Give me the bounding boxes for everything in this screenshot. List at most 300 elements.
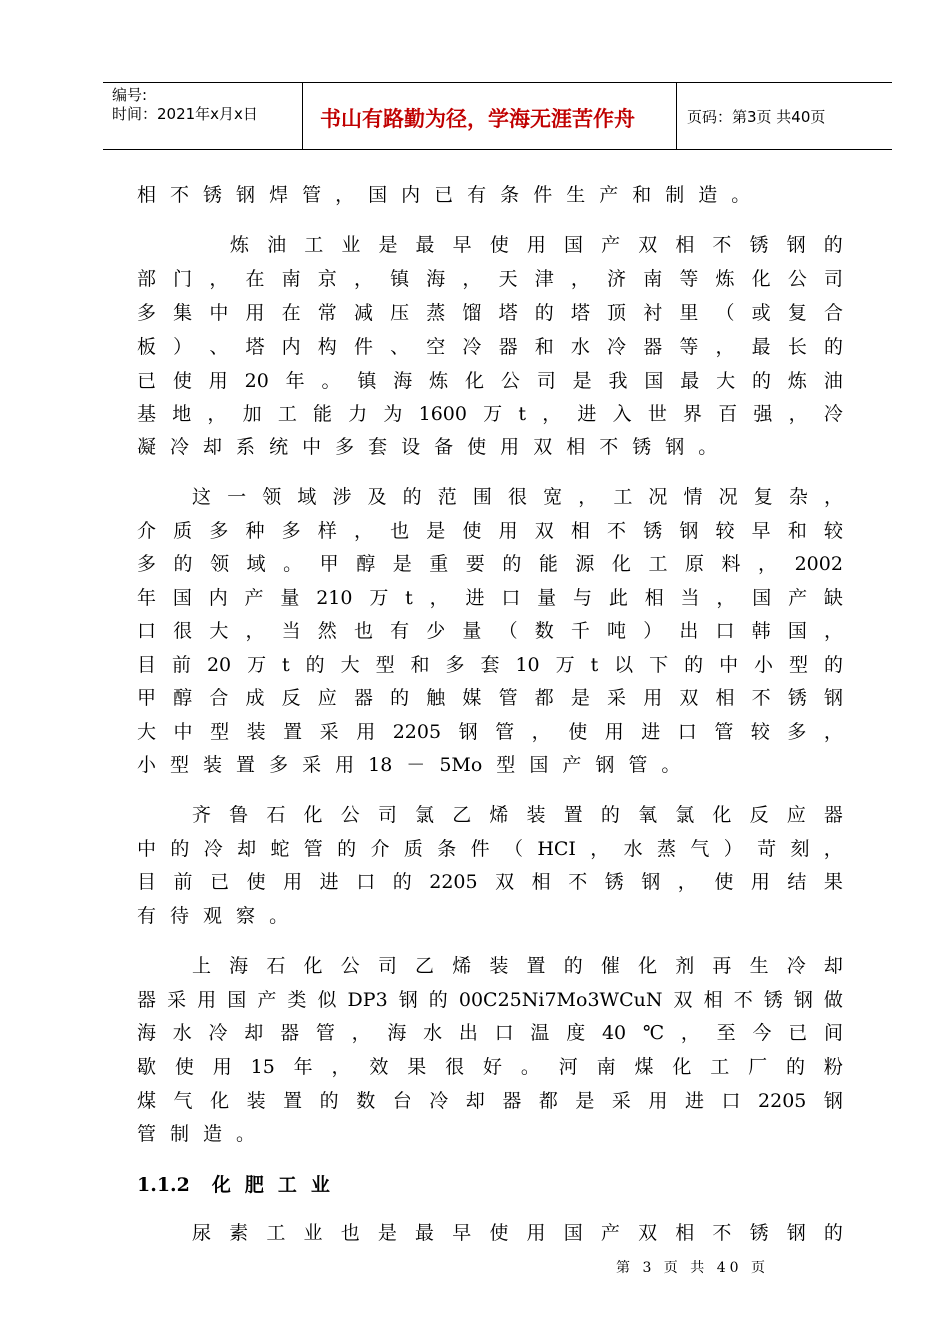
text-glyph: 这 xyxy=(192,486,212,508)
text-glyph: 也 xyxy=(390,520,410,542)
text-glyph: 相 xyxy=(703,989,723,1011)
text-glyph: 用 xyxy=(197,989,217,1011)
text-glyph: 2002 xyxy=(794,553,843,575)
text-glyph: 万 xyxy=(369,587,389,609)
text-glyph: 条 xyxy=(500,184,520,206)
text-glyph: （ xyxy=(498,620,518,642)
text-glyph: t xyxy=(282,654,290,676)
text-glyph: 1600 xyxy=(418,403,467,425)
text-glyph: 生 xyxy=(566,184,586,206)
text-glyph: 宽 xyxy=(543,486,563,508)
text-glyph: 置 xyxy=(563,804,583,826)
text-glyph: 的 xyxy=(319,1090,339,1112)
text-glyph: 也 xyxy=(340,1222,360,1244)
text-glyph: 况 xyxy=(648,486,668,508)
section-number: 1.1.2 xyxy=(137,1174,190,1196)
text-glyph: 都 xyxy=(538,1090,558,1112)
text-glyph: 情 xyxy=(683,486,703,508)
text-glyph: 和 xyxy=(787,520,807,542)
text-glyph: 涉 xyxy=(332,486,352,508)
text-glyph: 冷 xyxy=(429,1090,449,1112)
text-glyph: 冷 xyxy=(462,336,482,358)
text-glyph: 能 xyxy=(313,403,333,425)
text-glyph: 口 xyxy=(715,620,735,642)
text-glyph: 有 xyxy=(137,905,157,927)
text-glyph: 化 xyxy=(303,804,323,826)
text-glyph: 成 xyxy=(245,687,265,709)
text-glyph: 是 xyxy=(575,1090,595,1112)
text-glyph: ， xyxy=(531,721,551,743)
text-glyph: 领 xyxy=(262,486,282,508)
text-glyph: 果 xyxy=(407,1056,427,1078)
text-glyph: 件 xyxy=(353,336,373,358)
text-glyph: 钢 xyxy=(679,520,699,542)
text-glyph: 温 xyxy=(530,1022,550,1044)
text-line xyxy=(137,1054,843,1080)
text-glyph: 多 xyxy=(269,754,289,776)
text-glyph: 钢 xyxy=(398,989,418,1011)
text-glyph: 媒 xyxy=(462,687,482,709)
text-glyph: 司 xyxy=(536,370,556,392)
text-line xyxy=(137,836,843,862)
text-glyph: 部 xyxy=(137,268,157,290)
text-glyph: 20 xyxy=(244,370,269,392)
text-glyph: 统 xyxy=(269,436,289,458)
text-glyph: 蛇 xyxy=(270,838,290,860)
text-glyph: 国 xyxy=(227,989,247,1011)
text-glyph: 域 xyxy=(297,486,317,508)
text-glyph: 粉 xyxy=(823,1056,843,1078)
text-line xyxy=(192,802,843,828)
text-glyph: 不 xyxy=(599,436,619,458)
text-glyph: 介 xyxy=(370,838,390,860)
text-glyph: 是 xyxy=(570,687,590,709)
text-line xyxy=(137,401,843,427)
text-glyph: 钢 xyxy=(665,436,685,458)
header-top-rule xyxy=(103,82,892,83)
text-glyph: 在 xyxy=(245,268,265,290)
text-glyph: 合 xyxy=(209,687,229,709)
text-glyph: ） xyxy=(173,336,193,358)
text-glyph: 千 xyxy=(570,620,590,642)
text-glyph: 最 xyxy=(751,336,771,358)
text-glyph: 装 xyxy=(246,721,266,743)
text-glyph: ， xyxy=(823,721,843,743)
text-glyph: 管 xyxy=(714,721,734,743)
text-glyph: 南 xyxy=(643,268,663,290)
text-glyph: 数 xyxy=(534,620,554,642)
text-glyph: 器 xyxy=(823,804,843,826)
text-glyph: 世 xyxy=(647,403,667,425)
text-glyph: 公 xyxy=(500,370,520,392)
text-glyph: 和 xyxy=(410,654,430,676)
text-glyph: 年 xyxy=(293,1056,313,1078)
text-glyph: 入 xyxy=(612,403,632,425)
text-glyph: 大 xyxy=(137,721,157,743)
text-glyph: 煤 xyxy=(137,1090,157,1112)
text-glyph: 锈 xyxy=(203,184,223,206)
text-glyph: 备 xyxy=(434,436,454,458)
text-line xyxy=(137,300,843,326)
text-glyph: 氯 xyxy=(675,804,695,826)
text-glyph: 不 xyxy=(712,234,732,256)
text-glyph: 不 xyxy=(733,989,753,1011)
text-glyph: 很 xyxy=(173,620,193,642)
text-glyph: t xyxy=(518,403,527,425)
text-glyph: 中 xyxy=(302,436,322,458)
text-glyph: ， xyxy=(570,268,590,290)
date-label: 时间：2021年x月x日 xyxy=(112,105,258,123)
text-glyph: 甲 xyxy=(137,687,157,709)
text-glyph: 水 xyxy=(570,336,590,358)
text-glyph: 的 xyxy=(337,838,357,860)
text-glyph: ， xyxy=(677,871,697,893)
text-glyph: 常 xyxy=(317,302,337,324)
text-glyph: 韩 xyxy=(751,620,771,642)
text-glyph: 产 xyxy=(599,184,619,206)
text-glyph: 采 xyxy=(302,754,322,776)
text-line xyxy=(137,1088,843,1114)
text-glyph: 煤 xyxy=(634,1056,654,1078)
text-glyph: 。 xyxy=(698,436,718,458)
text-glyph: 况 xyxy=(718,486,738,508)
text-glyph: 进 xyxy=(684,1090,704,1112)
text-glyph: 复 xyxy=(787,302,807,324)
text-glyph: 使 xyxy=(174,1056,194,1078)
text-glyph: 以 xyxy=(614,654,634,676)
text-glyph: 然 xyxy=(317,620,337,642)
text-glyph: 尿 xyxy=(192,1222,212,1244)
text-glyph: 国 xyxy=(644,370,664,392)
text-glyph: 业 xyxy=(341,234,361,256)
text-glyph: 剂 xyxy=(675,955,695,977)
text-glyph: 烯 xyxy=(452,955,472,977)
text-glyph: 、 xyxy=(209,336,229,358)
text-glyph: （ xyxy=(503,838,523,860)
text-glyph: 目 xyxy=(137,654,157,676)
text-glyph: 的 xyxy=(428,989,448,1011)
text-glyph: 的 xyxy=(823,654,843,676)
text-glyph: 产 xyxy=(788,587,808,609)
text-line xyxy=(137,434,843,460)
text-glyph: 结 xyxy=(787,871,807,893)
text-glyph: 海 xyxy=(426,268,446,290)
text-glyph: 使 xyxy=(467,436,487,458)
text-glyph: 有 xyxy=(467,184,487,206)
text-glyph: ， xyxy=(715,336,735,358)
text-glyph: 系 xyxy=(236,436,256,458)
text-glyph: 工 xyxy=(277,403,297,425)
text-glyph: 的 xyxy=(402,486,422,508)
section-heading xyxy=(137,1170,344,1197)
text-glyph: 津 xyxy=(534,268,554,290)
text-glyph: 却 xyxy=(237,838,257,860)
text-line xyxy=(137,518,843,544)
text-glyph: 生 xyxy=(749,955,769,977)
text-glyph: 的 xyxy=(170,838,190,860)
text-glyph: 河 xyxy=(558,1056,578,1078)
text-line xyxy=(137,752,843,778)
text-glyph: 钢 xyxy=(823,687,843,709)
text-glyph: 化 xyxy=(210,1090,230,1112)
text-glyph: ） xyxy=(723,838,743,860)
text-glyph: 南 xyxy=(596,1056,616,1078)
text-glyph: 产 xyxy=(600,1222,620,1244)
text-glyph: 的 xyxy=(502,553,522,575)
text-glyph: 型 xyxy=(496,754,516,776)
text-glyph: 炼 xyxy=(787,370,807,392)
text-glyph: ， xyxy=(823,620,843,642)
text-glyph: 压 xyxy=(390,302,410,324)
text-glyph: 最 xyxy=(415,1222,435,1244)
text-glyph: 素 xyxy=(229,1222,249,1244)
text-glyph: 为 xyxy=(383,403,403,425)
text-glyph: 多 xyxy=(137,553,157,575)
text-glyph: 多 xyxy=(335,436,355,458)
text-glyph: 的 xyxy=(390,687,410,709)
text-glyph: 口 xyxy=(494,1022,514,1044)
text-glyph: 催 xyxy=(600,955,620,977)
text-glyph: 较 xyxy=(715,520,735,542)
text-glyph: 减 xyxy=(353,302,373,324)
text-glyph: 器 xyxy=(353,687,373,709)
text-glyph: 工 xyxy=(648,553,668,575)
text-glyph: 的 xyxy=(823,336,843,358)
text-glyph: 厂 xyxy=(748,1056,768,1078)
text-glyph: 大 xyxy=(209,620,229,642)
text-glyph: 的 xyxy=(786,1056,806,1078)
text-glyph: 石 xyxy=(266,804,286,826)
text-glyph: 塔 xyxy=(570,302,590,324)
text-glyph: 。 xyxy=(283,553,303,575)
text-glyph: 锈 xyxy=(643,520,663,542)
text-glyph: 国 xyxy=(529,754,549,776)
text-glyph: 最 xyxy=(680,370,700,392)
text-glyph: 冷 xyxy=(823,403,843,425)
text-glyph: ， xyxy=(353,520,373,542)
text-glyph: 冷 xyxy=(607,336,627,358)
text-glyph: 长 xyxy=(787,336,807,358)
text-glyph: 2205 xyxy=(392,721,442,743)
text-glyph: 质 xyxy=(173,520,193,542)
text-glyph: 器 xyxy=(498,336,518,358)
text-glyph: 却 xyxy=(244,1022,264,1044)
text-glyph: 板 xyxy=(137,336,157,358)
text-glyph: 公 xyxy=(340,955,360,977)
text-glyph: 多 xyxy=(445,654,465,676)
text-glyph: 使 xyxy=(568,721,588,743)
text-glyph: 、 xyxy=(390,336,410,358)
text-glyph: 工 xyxy=(613,486,633,508)
text-glyph: 使 xyxy=(489,1222,509,1244)
text-glyph: 万 xyxy=(483,403,503,425)
text-glyph: 。 xyxy=(661,754,681,776)
text-glyph: 钢 xyxy=(641,871,661,893)
text-glyph: 锈 xyxy=(632,436,652,458)
text-line xyxy=(137,903,843,929)
text-glyph: 管 xyxy=(498,687,518,709)
text-glyph: t xyxy=(405,587,413,609)
text-glyph: 使 xyxy=(462,520,482,542)
page-footer: 第 3 页 共 40 页 xyxy=(616,1260,769,1276)
text-glyph: 口 xyxy=(501,587,521,609)
text-glyph: 钢 xyxy=(595,754,615,776)
text-glyph: 型 xyxy=(170,754,190,776)
text-glyph: 化 xyxy=(611,553,631,575)
text-glyph: 15 xyxy=(250,1056,275,1078)
text-glyph: 却 xyxy=(203,436,223,458)
text-line xyxy=(137,618,843,644)
text-glyph: ， xyxy=(245,620,265,642)
text-glyph: 化 xyxy=(712,804,732,826)
text-glyph: 公 xyxy=(340,804,360,826)
text-glyph: 化 xyxy=(672,1056,692,1078)
text-glyph: 。 xyxy=(321,370,341,392)
text-glyph: ℃ xyxy=(642,1022,665,1044)
text-glyph: 重 xyxy=(429,553,449,575)
text-glyph: 构 xyxy=(317,336,337,358)
text-glyph: 装 xyxy=(246,1090,266,1112)
text-glyph: 国 xyxy=(752,587,772,609)
text-glyph: 和 xyxy=(534,336,554,358)
text-glyph: ， xyxy=(209,268,229,290)
text-glyph: 的 xyxy=(600,804,620,826)
text-glyph: （ xyxy=(715,302,735,324)
text-glyph: 5Mo xyxy=(439,754,483,776)
text-glyph: 2205 xyxy=(758,1090,807,1112)
text-glyph: 吨 xyxy=(607,620,627,642)
text-glyph: 采 xyxy=(167,989,187,1011)
text-glyph: 冷 xyxy=(203,838,223,860)
text-glyph: 都 xyxy=(534,687,554,709)
text-glyph: 一 xyxy=(227,486,247,508)
text-glyph: 使 xyxy=(246,871,266,893)
text-glyph: 万 xyxy=(555,654,575,676)
text-glyph: 观 xyxy=(203,905,223,927)
text-glyph: ， xyxy=(578,486,598,508)
text-glyph: 10 xyxy=(515,654,540,676)
text-glyph: 小 xyxy=(754,654,774,676)
text-glyph: 至 xyxy=(716,1022,736,1044)
text-glyph: 氧 xyxy=(638,804,658,826)
text-glyph: 域 xyxy=(246,553,266,575)
text-glyph: 触 xyxy=(426,687,446,709)
text-glyph: 炼 xyxy=(230,234,250,256)
text-glyph: 已 xyxy=(434,184,454,206)
text-glyph: 出 xyxy=(679,620,699,642)
text-glyph: HCI xyxy=(537,838,576,860)
text-glyph: 钢 xyxy=(823,1090,843,1112)
text-glyph: 料 xyxy=(721,553,741,575)
text-glyph: 有 xyxy=(390,620,410,642)
text-glyph: 。 xyxy=(269,905,289,927)
text-glyph: 当 xyxy=(680,587,700,609)
text-glyph: ， xyxy=(353,268,373,290)
text-line xyxy=(137,987,843,1013)
text-glyph: 塔 xyxy=(498,302,518,324)
text-glyph: 用 xyxy=(335,754,355,776)
text-glyph: 。 xyxy=(731,184,751,206)
text-glyph: 较 xyxy=(823,520,843,542)
text-glyph: 锈 xyxy=(749,234,769,256)
text-glyph: 条 xyxy=(437,838,457,860)
text-glyph: 地 xyxy=(172,403,192,425)
text-glyph: 杂 xyxy=(788,486,808,508)
text-glyph: 锈 xyxy=(787,687,807,709)
text-glyph: 冷 xyxy=(170,436,190,458)
text-glyph: ） xyxy=(643,620,663,642)
text-line xyxy=(137,182,843,208)
text-glyph: 的 xyxy=(684,654,704,676)
text-glyph: 早 xyxy=(452,1222,472,1244)
text-glyph: 再 xyxy=(712,955,732,977)
text-glyph: 管 xyxy=(303,838,323,860)
text-line xyxy=(137,368,843,394)
text-glyph: 是 xyxy=(377,1222,397,1244)
text-glyph: 京 xyxy=(317,268,337,290)
text-glyph: 顶 xyxy=(607,302,627,324)
text-glyph: 。 xyxy=(236,1123,256,1145)
text-glyph: 已 xyxy=(137,370,157,392)
text-glyph: 造 xyxy=(698,184,718,206)
text-glyph: 业 xyxy=(303,1222,323,1244)
text-glyph: 加 xyxy=(242,403,262,425)
text-glyph: 前 xyxy=(173,871,193,893)
text-glyph: 反 xyxy=(281,687,301,709)
text-glyph: ， xyxy=(758,553,778,575)
text-glyph: 在 xyxy=(281,302,301,324)
header-motto: 书山有路勤为径，学海无涯苦作舟 xyxy=(320,107,635,131)
text-glyph: 似 xyxy=(317,989,337,1011)
text-glyph: 型 xyxy=(789,654,809,676)
text-glyph: 却 xyxy=(823,955,843,977)
text-glyph: 海 xyxy=(137,1022,157,1044)
text-glyph: 使 xyxy=(489,234,509,256)
text-glyph: 装 xyxy=(203,754,223,776)
text-line xyxy=(137,869,843,895)
text-glyph: 油 xyxy=(267,234,287,256)
text-glyph: 前 xyxy=(171,654,191,676)
text-glyph: 的 xyxy=(173,553,193,575)
text-glyph: 化 xyxy=(751,268,771,290)
text-glyph: ， xyxy=(823,838,843,860)
text-glyph: 小 xyxy=(137,754,157,776)
text-glyph: 力 xyxy=(348,403,368,425)
text-line xyxy=(137,685,843,711)
text-glyph: 内 xyxy=(208,587,228,609)
text-glyph: 内 xyxy=(281,336,301,358)
text-glyph: 用 xyxy=(604,721,624,743)
text-glyph: 甲 xyxy=(319,553,339,575)
text-glyph: 最 xyxy=(415,234,435,256)
text-glyph: 器 xyxy=(280,1022,300,1044)
text-glyph: 好 xyxy=(483,1056,503,1078)
text-glyph: 用 xyxy=(245,302,265,324)
text-glyph: 工 xyxy=(710,1056,730,1078)
text-glyph: 领 xyxy=(210,553,230,575)
text-glyph: 国 xyxy=(563,1222,583,1244)
text-glyph: 围 xyxy=(472,486,492,508)
text-glyph: 装 xyxy=(526,804,546,826)
text-glyph: 国 xyxy=(368,184,388,206)
text-glyph: 当 xyxy=(281,620,301,642)
text-glyph: 万 xyxy=(247,654,267,676)
text-line xyxy=(137,719,843,745)
text-glyph: 镇 xyxy=(357,370,377,392)
text-glyph: 化 xyxy=(465,370,485,392)
text-glyph: 早 xyxy=(452,234,472,256)
text-glyph: 中 xyxy=(209,302,229,324)
